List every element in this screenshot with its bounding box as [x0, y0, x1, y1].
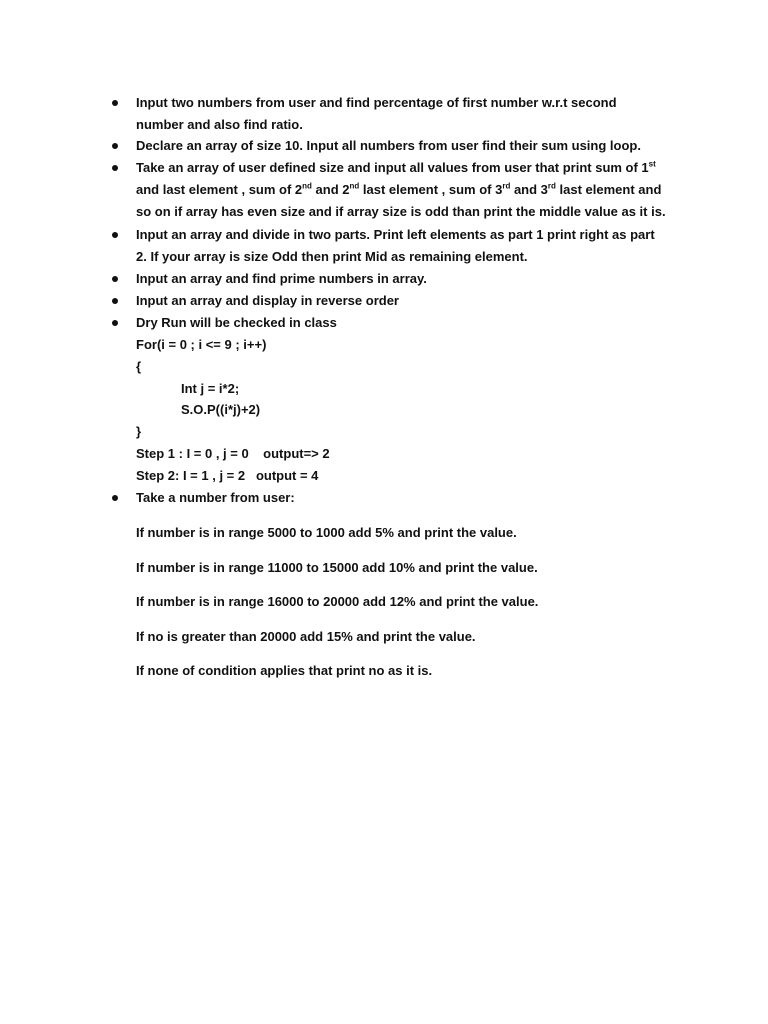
dry-run-step-2: Step 2: I = 1 , j = 2 output = 4: [136, 468, 319, 483]
condition-5: If none of condition applies that print no as it is.: [136, 663, 433, 678]
item-7-line-1: Dry Run will be checked in class: [136, 315, 337, 330]
text-segment: and 2: [311, 182, 350, 197]
bullet-point-icon: [112, 143, 118, 149]
superscript: nd: [302, 181, 312, 191]
code-close-brace: }: [136, 424, 142, 439]
code-statement-1: Int j = i*2;: [181, 381, 240, 396]
condition-2: If number is in range 11000 to 15000 add 10% and print the value.: [136, 560, 538, 575]
item-4-line-2: 2. If your array is size Odd then print Mid as remaining element.: [136, 249, 528, 264]
code-open-brace: {: [136, 359, 142, 374]
item-1-line-1: Input two numbers from user and find percentage of first number w.r.t second: [136, 95, 617, 110]
superscript: rd: [502, 181, 511, 191]
superscript: st: [648, 159, 656, 169]
item-3-line-3: so on if array has even size and if array size is odd than print the middle value as it is.: [136, 204, 666, 219]
bullet-point-icon: [112, 320, 118, 326]
item-2-line-1: Declare an array of size 10. Input all numbers from user find their sum using loop.: [136, 138, 641, 153]
condition-3: If number is in range 16000 to 20000 add 12% and print the value.: [136, 594, 539, 609]
item-6-line-1: Input an array and display in reverse order: [136, 293, 399, 308]
text-segment: and 3: [510, 182, 548, 197]
condition-4: If no is greater than 20000 add 15% and print the value.: [136, 629, 476, 644]
item-1-line-2: number and also find ratio.: [136, 117, 303, 132]
bullet-point-icon: [112, 165, 118, 171]
superscript: nd: [349, 181, 360, 191]
bullet-point-icon: [112, 232, 118, 238]
bullet-point-icon: [112, 495, 118, 501]
text-segment: and last element , sum of 2: [136, 182, 303, 197]
item-3-line-1-text: Take an array of user defined size and input all values from user that print sum of 1: [136, 160, 649, 175]
text-segment: last element and: [555, 182, 662, 197]
superscript: rd: [547, 181, 556, 191]
code-for-line: For(i = 0 ; i <= 9 ; i++): [136, 337, 267, 352]
item-5-line-1: Input an array and find prime numbers in array.: [136, 271, 427, 286]
item-3-line-1: [136, 160, 656, 176]
dry-run-step-1: Step 1 : I = 0 , j = 0 output=> 2: [136, 446, 330, 461]
bullet-point-icon: [112, 100, 118, 106]
item-8-line-1: Take a number from user:: [136, 490, 295, 505]
item-3-line-2: [136, 182, 661, 198]
text-segment: last element , sum of 3: [359, 182, 503, 197]
code-statement-2: S.O.P((i*j)+2): [181, 402, 261, 417]
bullet-point-icon: [112, 276, 118, 282]
bullet-point-icon: [112, 298, 118, 304]
item-4-line-1: Input an array and divide in two parts. Print left elements as part 1 print right as part: [136, 227, 655, 242]
condition-1: If number is in range 5000 to 1000 add 5% and print the value.: [136, 525, 517, 540]
